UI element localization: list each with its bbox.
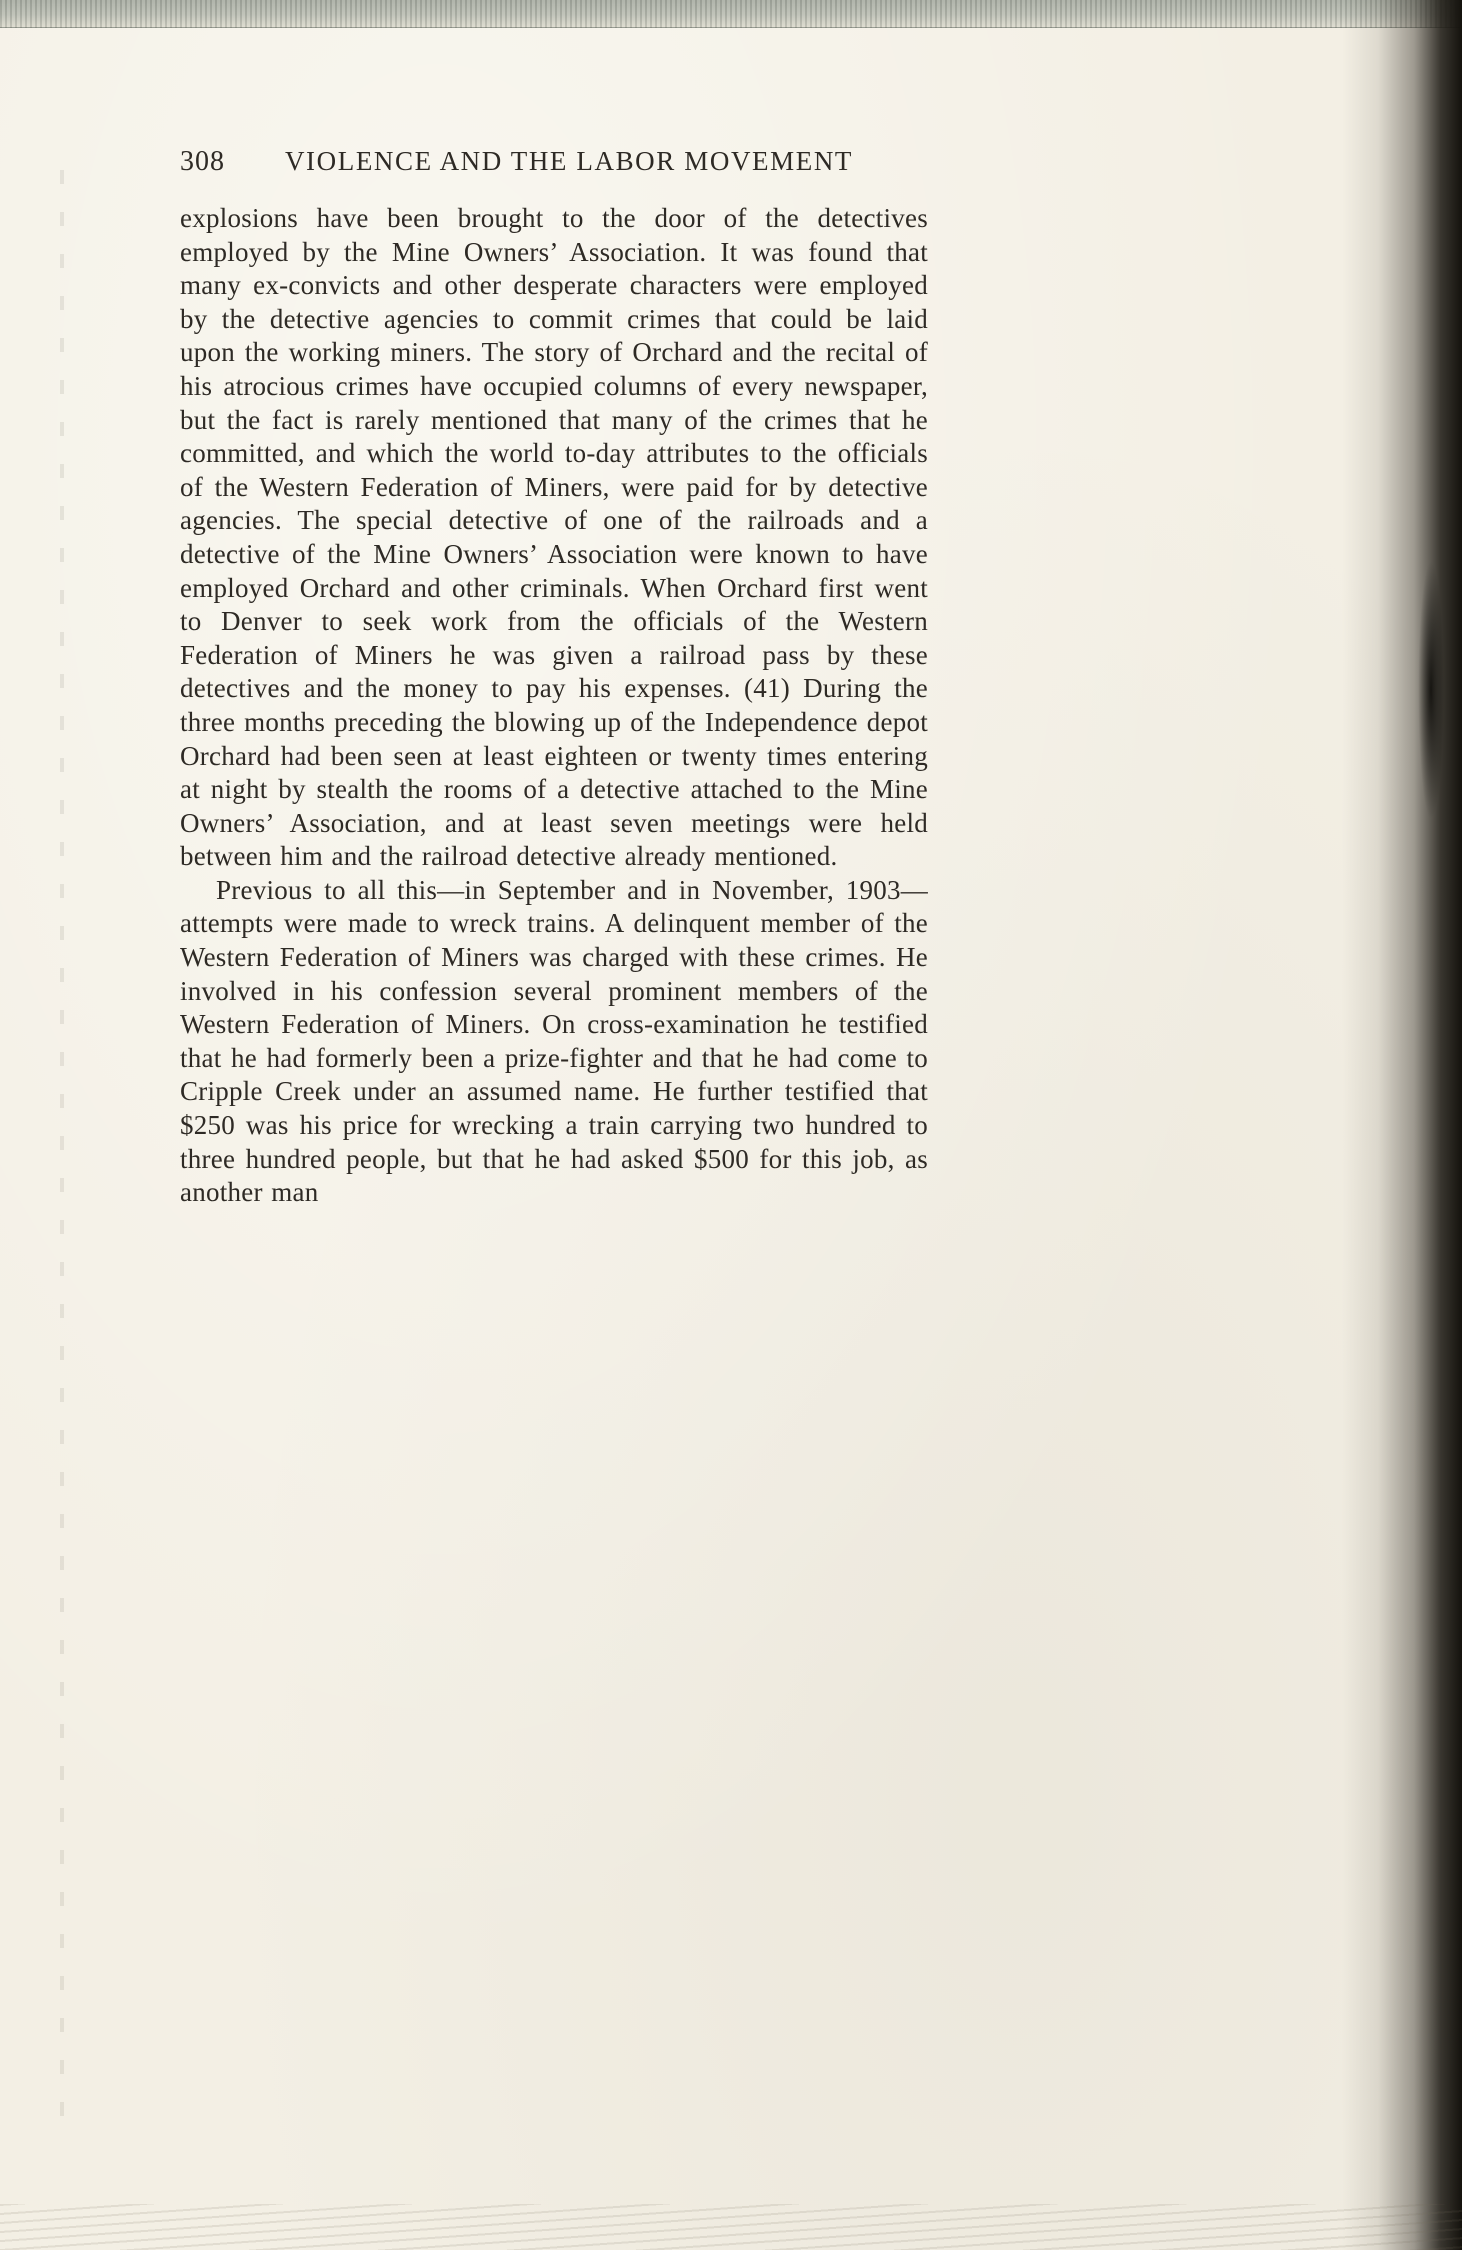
page-content xyxy=(180,146,928,1210)
body-text xyxy=(180,202,928,1210)
scan-artifact-top-band xyxy=(0,0,1462,28)
paragraph-continuation: explosions have been brought to the door of the detectives employed by the Mine Owners’ Association. It was found that many ex-convicts and other desperate characters were employed by the detective agencies to commit crimes that could be laid upon the working miners. The story of Orchard and the recital of his atrocious crimes have occupied columns of every newspaper, but the fact is rarely mentioned that many of the crimes that he committed, and which the world to-day attributes to the officials of the Western Federation of Miners, were paid for by detective agencies. The special detective of one of the railroads and a detective of the Mine Owners’ Association were known to have employed Orchard and other criminals. When Orchard first went to Denver to seek work from the officials of the Western Federation of Miners he was given a railroad pass by these detectives and the money to pay his expenses. (41) During the three months preceding the blowing up of the Independence depot Orchard had been seen at least eighteen or twenty times entering at night by stealth the rooms of a detective attached to the Mine Owners’ Association, and at least seven meetings were held between him and the railroad detective already mentioned. xyxy=(180,203,928,872)
scan-artifact-left-margin-marks xyxy=(60,170,64,2120)
running-head xyxy=(180,146,928,182)
running-title: VIOLENCE AND THE LABOR MOVEMENT xyxy=(284,146,854,176)
page-number: 308 xyxy=(180,146,225,177)
paragraph-previous-to-all-this: Previous to all this—in September and in November, 1903—attempts were made to wreck trains. A delinquent member of the Western Federation of Miners was charged with these crimes. He involved in his confession several prominent members of the Western Federation of Miners. On cross-examination he testified that he had formerly been a prize-fighter and that he had come to Cripple Creek under an assumed name. He further testified that $250 was his price for wrecking a train carrying two hundred to three hundred people, but that he had asked $500 for this job, as another man xyxy=(180,874,928,1208)
scan-artifact-bottom-texture xyxy=(0,2204,1462,2250)
scan-artifact-right-edge-shadow xyxy=(1342,0,1462,2250)
